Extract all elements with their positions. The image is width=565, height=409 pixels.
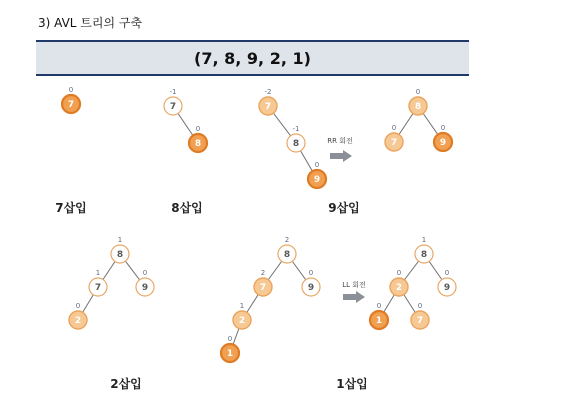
insert-caption: 7삽입 — [55, 201, 87, 215]
node-value: 8 — [283, 250, 291, 261]
tree-node — [390, 269, 408, 296]
insert-sequence: (7, 8, 9, 2, 1) — [194, 48, 311, 68]
tree-node — [278, 236, 296, 263]
node-value: 9 — [307, 283, 315, 294]
tree-panel-7 — [342, 236, 456, 329]
node-value: 2 — [395, 283, 403, 294]
balance-factor: 0 — [314, 161, 320, 169]
node-value: 1 — [226, 349, 234, 360]
tree-panel-1 — [55, 86, 87, 215]
tree-node — [434, 124, 452, 151]
node-value: 8 — [292, 139, 300, 150]
insert-caption: 2삽입 — [110, 377, 142, 391]
balance-factor: 2 — [260, 269, 266, 277]
tree-node — [438, 269, 456, 296]
balance-factor: 1 — [117, 236, 123, 244]
balance-factor: 0 — [444, 269, 450, 277]
tree-panel-2 — [164, 88, 207, 215]
tree-node — [62, 86, 80, 113]
balance-factor: -1 — [169, 88, 177, 96]
balance-factor: 0 — [396, 269, 402, 277]
tree-panel-6 — [221, 236, 368, 391]
tree-node — [259, 88, 277, 115]
tree-node — [164, 88, 182, 115]
tree-node — [370, 302, 388, 329]
balance-factor: 1 — [95, 269, 101, 277]
balance-factor: -2 — [264, 88, 272, 96]
rotation-label: RR 회전 — [327, 137, 353, 145]
node-value: 8 — [194, 139, 202, 150]
node-value: 7 — [416, 316, 424, 327]
node-value: 8 — [414, 102, 422, 113]
section-title: 3) AVL 트리의 구축 — [38, 16, 143, 30]
node-value: 2 — [74, 316, 82, 327]
tree-node — [136, 269, 154, 296]
balance-factor: 1 — [239, 302, 245, 310]
node-value: 1 — [375, 316, 383, 327]
tree-node — [69, 302, 87, 329]
node-value: 7 — [169, 102, 177, 113]
balance-factor: 0 — [415, 88, 421, 96]
tree-node — [254, 269, 272, 296]
balance-factor: 0 — [417, 302, 423, 310]
tree-node — [385, 124, 403, 151]
balance-factor: 0 — [440, 124, 446, 132]
rotation-arrow-icon — [343, 291, 365, 303]
tree-node — [189, 125, 207, 152]
tree-node — [302, 269, 320, 296]
node-value: 9 — [141, 283, 149, 294]
tree-node — [287, 125, 305, 152]
balance-factor: 0 — [142, 269, 148, 277]
balance-factor: 0 — [391, 124, 397, 132]
node-value: 2 — [238, 316, 246, 327]
node-value: 8 — [116, 250, 124, 261]
tree-panel-4 — [327, 88, 452, 162]
insert-caption: 8삽입 — [171, 201, 203, 215]
tree-node — [415, 236, 433, 263]
balance-factor: 0 — [195, 125, 201, 133]
balance-factor: 0 — [308, 269, 314, 277]
tree-node — [411, 302, 429, 329]
node-value: 8 — [420, 250, 428, 261]
rotation-label: LL 회전 — [342, 281, 366, 289]
balance-factor: 2 — [284, 236, 290, 244]
node-value: 7 — [264, 102, 272, 113]
node-value: 9 — [443, 283, 451, 294]
tree-node — [89, 269, 107, 296]
balance-factor: 0 — [376, 302, 382, 310]
insert-caption: 9삽입 — [328, 201, 360, 215]
tree-node — [221, 335, 239, 362]
tree-node — [409, 88, 427, 115]
node-value: 7 — [94, 283, 102, 294]
tree-panel-5 — [69, 236, 154, 391]
node-value: 7 — [67, 100, 75, 111]
tree-node — [111, 236, 129, 263]
node-value: 7 — [390, 138, 398, 149]
balance-factor: 0 — [68, 86, 74, 94]
tree-node — [233, 302, 251, 329]
node-value: 9 — [313, 175, 321, 186]
balance-factor: 0 — [75, 302, 81, 310]
rotation-arrow-icon — [330, 150, 352, 162]
tree-node — [308, 161, 326, 188]
node-value: 9 — [439, 138, 447, 149]
balance-factor: 1 — [421, 236, 427, 244]
insert-caption: 1삽입 — [336, 377, 368, 391]
balance-factor: 0 — [227, 335, 233, 343]
node-value: 7 — [259, 283, 267, 294]
balance-factor: -1 — [292, 125, 300, 133]
